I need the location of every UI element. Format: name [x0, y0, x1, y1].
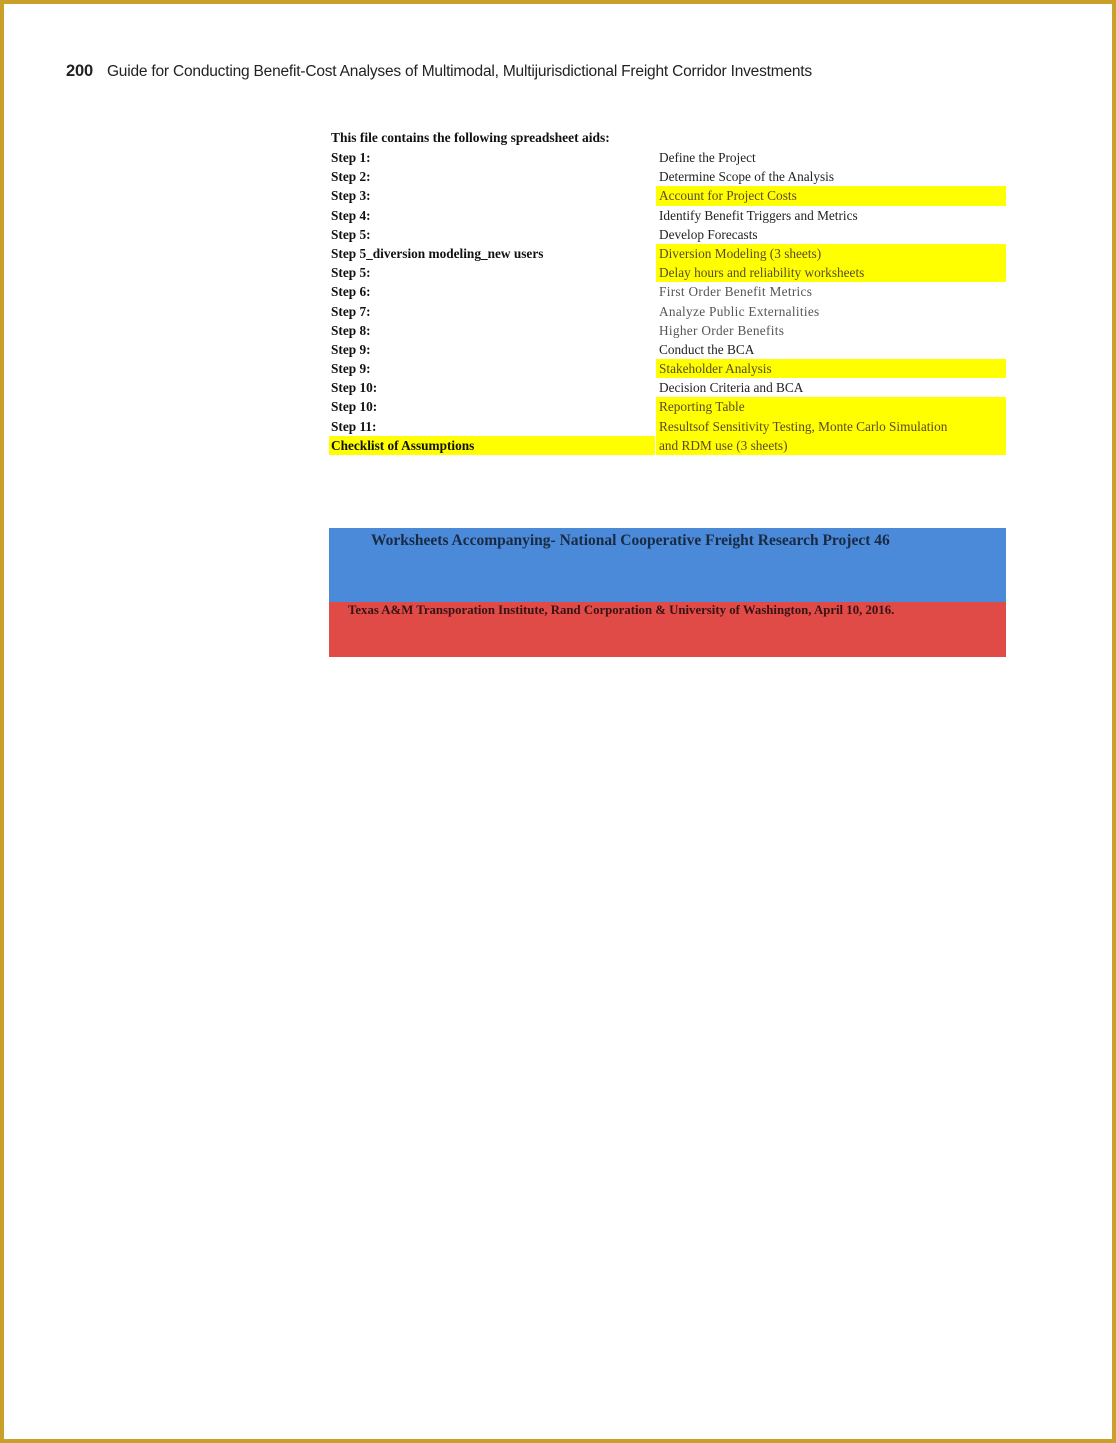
step-label: Step 10: — [331, 399, 378, 415]
step-description: Analyze Public Externalities — [659, 303, 820, 319]
aids-title: This file contains the following spreadsheet aids: — [331, 130, 610, 145]
step-description: Higher Order Benefits — [659, 322, 785, 338]
step-label: Step 3: — [331, 188, 371, 204]
step-description: Reporting Table — [656, 397, 1006, 416]
aids-table — [329, 148, 1006, 455]
step-label: Step 11: — [331, 418, 377, 434]
step-label: Step 1: — [331, 150, 371, 165]
step-label: Step 2: — [331, 169, 371, 185]
step-label: Step 10: — [331, 380, 378, 396]
banner-title: Worksheets Accompanying- National Cooperative Freight Research Project 46 — [371, 532, 890, 549]
step-description: Determine Scope of the Analysis — [659, 169, 835, 185]
step-label: Step 9: — [331, 341, 371, 357]
step-description: and RDM use (3 sheets) — [656, 436, 1006, 455]
page-number: 200 — [66, 62, 93, 80]
table-row — [329, 417, 1006, 436]
table-row — [329, 378, 1006, 397]
running-title: Guide for Conducting Benefit-Cost Analyses of Multimodal, Multijurisdictional Freight Corridor Investments — [106, 63, 812, 80]
step-description: Conduct the BCA — [659, 341, 755, 357]
table-row — [329, 263, 1006, 282]
table-row — [329, 321, 1006, 340]
table-row — [329, 206, 1006, 225]
step-description: Define the Project — [659, 150, 756, 165]
step-label: Checklist of Assumptions — [329, 436, 655, 455]
running-header — [66, 62, 812, 81]
step-label: Step 6: — [331, 284, 371, 300]
step-description: Identify Benefit Triggers and Metrics — [659, 207, 858, 223]
table-row — [329, 302, 1006, 321]
step-label: Step 5_diversion modeling_new users — [331, 245, 544, 261]
table-row — [329, 359, 1006, 378]
table-row — [329, 340, 1006, 359]
step-description: Decision Criteria and BCA — [659, 380, 804, 396]
table-row — [329, 225, 1006, 244]
table-row — [329, 282, 1006, 301]
table-row — [329, 186, 1006, 205]
title-banner — [329, 528, 1006, 602]
table-row — [329, 148, 1006, 167]
step-description: First Order Benefit Metrics — [659, 284, 813, 300]
step-description: Diversion Modeling (3 sheets) — [656, 244, 1006, 263]
table-row — [329, 167, 1006, 186]
step-label: Step 5: — [331, 265, 371, 281]
step-description: Delay hours and reliability worksheets — [656, 263, 1006, 282]
step-description: Stakeholder Analysis — [656, 359, 1006, 378]
table-row — [329, 244, 1006, 263]
step-label: Step 5: — [331, 226, 371, 242]
step-label: Step 7: — [331, 303, 371, 319]
step-description: Develop Forecasts — [659, 226, 758, 242]
table-row — [329, 436, 1006, 455]
step-label: Step 9: — [331, 361, 371, 377]
table-row — [329, 397, 1006, 416]
banner-credit: Texas A&M Transporation Institute, Rand Corporation & University of Washington, April 10, 2016. — [348, 603, 895, 617]
step-description: Account for Project Costs — [656, 186, 1006, 205]
step-description: Resultsof Sensitivity Testing, Monte Carlo Simulation — [656, 417, 1006, 436]
step-label: Step 8: — [331, 322, 371, 338]
credit-banner — [329, 602, 1006, 657]
step-label: Step 4: — [331, 207, 371, 223]
